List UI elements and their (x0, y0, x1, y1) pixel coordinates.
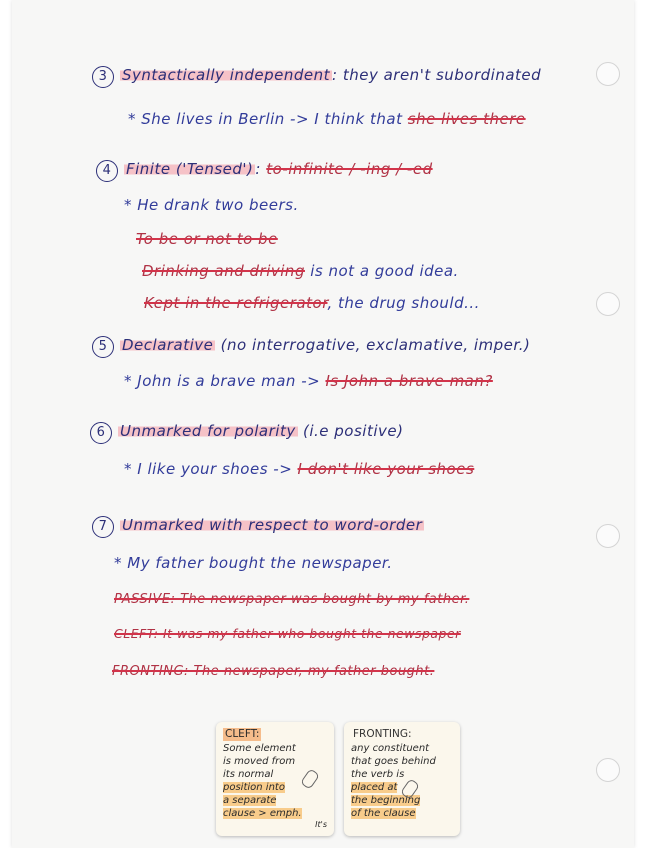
item-7-example (114, 554, 393, 572)
punch-hole (596, 524, 620, 548)
item-description: : they aren't subordinated (332, 66, 542, 84)
punch-hole (596, 758, 620, 782)
item-description: : (255, 160, 261, 178)
note-line: a separate (223, 795, 277, 806)
example-continuation: is not a good idea. (304, 262, 459, 280)
item-6-example (124, 460, 474, 478)
item-7-struck-line (112, 664, 434, 679)
struck-example: she lives there (407, 110, 526, 128)
punch-hole (596, 62, 620, 86)
item-number: 7 (92, 516, 114, 538)
struck-example: I don't like your shoes (297, 460, 475, 478)
item-7-heading (92, 516, 424, 538)
struck-example: CLEFT: It was my father who bought the newspaper (114, 626, 461, 641)
item-4-example (124, 196, 299, 214)
note-line: its normal (223, 769, 274, 780)
note-line: Some element (223, 743, 296, 754)
item-description: (no interrogative, exclamative, imper.) (215, 336, 531, 354)
struck-example: Drinking and driving (142, 262, 305, 280)
note-line: of the clause (351, 808, 416, 819)
struck-description: to-infinite / -ing / -ed (266, 160, 433, 178)
item-title: Unmarked for polarity (120, 422, 296, 440)
item-4-struck-line (142, 262, 459, 280)
struck-example: PASSIVE: The newspaper was bought by my father. (114, 592, 470, 607)
note-line: It's (315, 820, 327, 829)
item-7-struck-line (114, 626, 461, 641)
example-text: * She lives in Berlin -> I think that (128, 110, 403, 128)
note-line: any constituent (351, 743, 430, 754)
example-text: * He drank two beers. (124, 196, 299, 214)
item-title: Finite ('Tensed') (126, 160, 254, 178)
item-number: 5 (92, 336, 114, 358)
item-7-struck-line (114, 592, 469, 607)
note-line: that goes behind (351, 756, 436, 767)
item-5-heading (92, 336, 530, 358)
cleft-sticky-note (216, 722, 334, 836)
example-continuation: , the drug should... (327, 294, 480, 312)
item-4-struck-line (144, 294, 480, 312)
item-description: (i.e positive) (297, 422, 404, 440)
note-line: the verb is (351, 769, 405, 780)
item-title: Unmarked with respect to word-order (122, 516, 423, 534)
item-4-heading (96, 160, 433, 182)
note-line: position into (223, 782, 285, 793)
note-line: clause > emph. (223, 808, 302, 819)
struck-example: FRONTING: The newspaper, my father bought. (112, 664, 435, 679)
note-line: is moved from (223, 756, 296, 767)
example-text: * My father bought the newspaper. (114, 554, 393, 572)
struck-example: Kept in the refrigerator (144, 294, 328, 312)
item-5-example (124, 372, 493, 390)
item-number: 4 (96, 160, 118, 182)
item-title: Syntactically independent (122, 66, 331, 84)
note-title: FRONTING: (353, 728, 412, 740)
item-number: 3 (92, 66, 114, 88)
struck-example: To be or not to be (136, 230, 278, 248)
struck-example: Is John a brave man? (325, 372, 493, 390)
item-number: 6 (90, 422, 112, 444)
note-title: CLEFT: (225, 728, 260, 740)
note-line: placed at (351, 782, 398, 793)
example-text: * I like your shoes -> (124, 460, 293, 478)
fronting-sticky-note (344, 722, 460, 836)
item-title: Declarative (122, 336, 214, 354)
example-text: * John is a brave man -> (124, 372, 321, 390)
item-3-example (128, 110, 526, 128)
note-line: the beginning (351, 795, 421, 806)
item-3-heading (92, 66, 541, 88)
item-4-struck-line (136, 230, 278, 248)
item-6-heading (90, 422, 403, 444)
punch-hole (596, 292, 620, 316)
